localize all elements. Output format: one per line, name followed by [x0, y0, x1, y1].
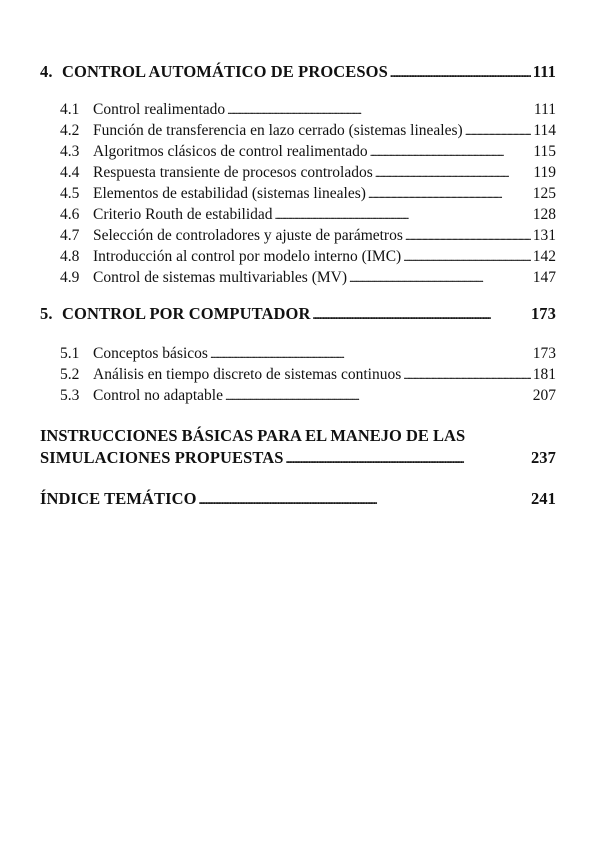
section-number: 4.3 — [60, 143, 80, 160]
page-number: 207 — [532, 387, 556, 404]
toc-section-4-4[interactable] — [60, 164, 556, 182]
section-number: 4.2 — [60, 122, 80, 139]
page-number: 131 — [532, 227, 556, 244]
section-title: Algoritmos clásicos de control realimentado — [93, 143, 368, 160]
toc-section-5-3[interactable] — [60, 387, 556, 405]
section-title: Introducción al control por modelo interno (IMC) — [93, 248, 402, 265]
section-title: Selección de controladores y ajuste de parámetros — [93, 227, 403, 244]
dot-leader — [225, 387, 531, 405]
chapter-number: 4. — [40, 62, 53, 81]
chapter-title: CONTROL POR COMPUTADOR — [62, 304, 311, 323]
toc-section-5-2[interactable] — [60, 366, 556, 384]
dot-leader — [349, 269, 531, 287]
dot-leader — [210, 345, 531, 363]
section-title: Control de sistemas multivariables (MV) — [93, 269, 347, 286]
section-title: Función de transferencia en lazo cerrado (sistemas lineales) — [93, 122, 463, 139]
section-number: 4.9 — [60, 269, 80, 286]
section-title: Control realimentado — [93, 101, 226, 118]
dot-leader — [403, 248, 531, 266]
section-number: 4.5 — [60, 185, 80, 202]
section-title: Elementos de estabilidad (sistemas lineales) — [93, 185, 366, 202]
section-number: 4.6 — [60, 206, 80, 223]
page-number: 181 — [532, 366, 556, 383]
page-number: 119 — [533, 164, 556, 181]
toc-instructions[interactable] — [40, 448, 556, 468]
section-number: 4.4 — [60, 164, 80, 181]
section-number: 5.2 — [60, 366, 80, 383]
page-number: 147 — [532, 269, 556, 286]
toc-section-4-1[interactable] — [60, 101, 556, 119]
dot-leader — [227, 101, 532, 119]
toc-section-5-1[interactable] — [60, 345, 556, 363]
dot-leader — [370, 143, 532, 161]
toc-index[interactable] — [40, 489, 556, 509]
section-number: 4.1 — [60, 101, 80, 118]
toc-section-4-9[interactable] — [60, 269, 556, 287]
instructions-title-line2: SIMULACIONES PROPUESTAS — [40, 448, 284, 467]
page-number: 114 — [533, 122, 556, 139]
index-title: ÍNDICE TEMÁTICO — [40, 489, 197, 508]
dot-leader — [375, 164, 532, 182]
page-number: 142 — [532, 248, 556, 265]
dot-leader — [390, 62, 531, 82]
page-number: 128 — [532, 206, 556, 223]
chapter-title: CONTROL AUTOMÁTICO DE PROCESOS — [62, 62, 388, 81]
toc-section-4-3[interactable] — [60, 143, 556, 161]
section-number: 4.8 — [60, 248, 80, 265]
dot-leader — [465, 122, 532, 140]
section-number: 5.1 — [60, 345, 80, 362]
toc-chapter-4[interactable] — [40, 62, 556, 82]
section-number: 4.7 — [60, 227, 80, 244]
section-number: 5.3 — [60, 387, 80, 404]
dot-leader — [286, 448, 529, 468]
toc-section-4-2[interactable] — [60, 122, 556, 140]
section-title: Control no adaptable — [93, 387, 223, 404]
section-title: Respuesta transiente de procesos controlados — [93, 164, 373, 181]
page-number: 237 — [530, 448, 556, 467]
toc-section-4-8[interactable] — [60, 248, 556, 266]
toc-section-4-5[interactable] — [60, 185, 556, 203]
toc-chapter-5[interactable] — [40, 304, 556, 324]
dot-leader — [312, 304, 528, 324]
dot-leader — [275, 206, 531, 224]
toc-section-4-7[interactable] — [60, 227, 556, 245]
dot-leader — [368, 185, 531, 203]
page-number: 173 — [530, 304, 556, 323]
dot-leader — [403, 366, 531, 384]
section-title: Conceptos básicos — [93, 345, 208, 362]
page-number: 241 — [530, 489, 556, 508]
page-number: 173 — [532, 345, 556, 362]
page-number: 111 — [532, 62, 556, 81]
toc-instructions-title-line1[interactable]: INSTRUCCIONES BÁSICAS PARA EL MANEJO DE LAS — [40, 426, 466, 445]
toc-section-4-6[interactable] — [60, 206, 556, 224]
page-number: 111 — [533, 101, 556, 118]
chapter-number: 5. — [40, 304, 53, 323]
dot-leader — [405, 227, 531, 245]
page-number: 125 — [532, 185, 556, 202]
page-number: 115 — [533, 143, 556, 160]
section-title: Criterio Routh de estabilidad — [93, 206, 273, 223]
section-title: Análisis en tiempo discreto de sistemas continuos — [93, 366, 402, 383]
dot-leader — [199, 489, 529, 509]
